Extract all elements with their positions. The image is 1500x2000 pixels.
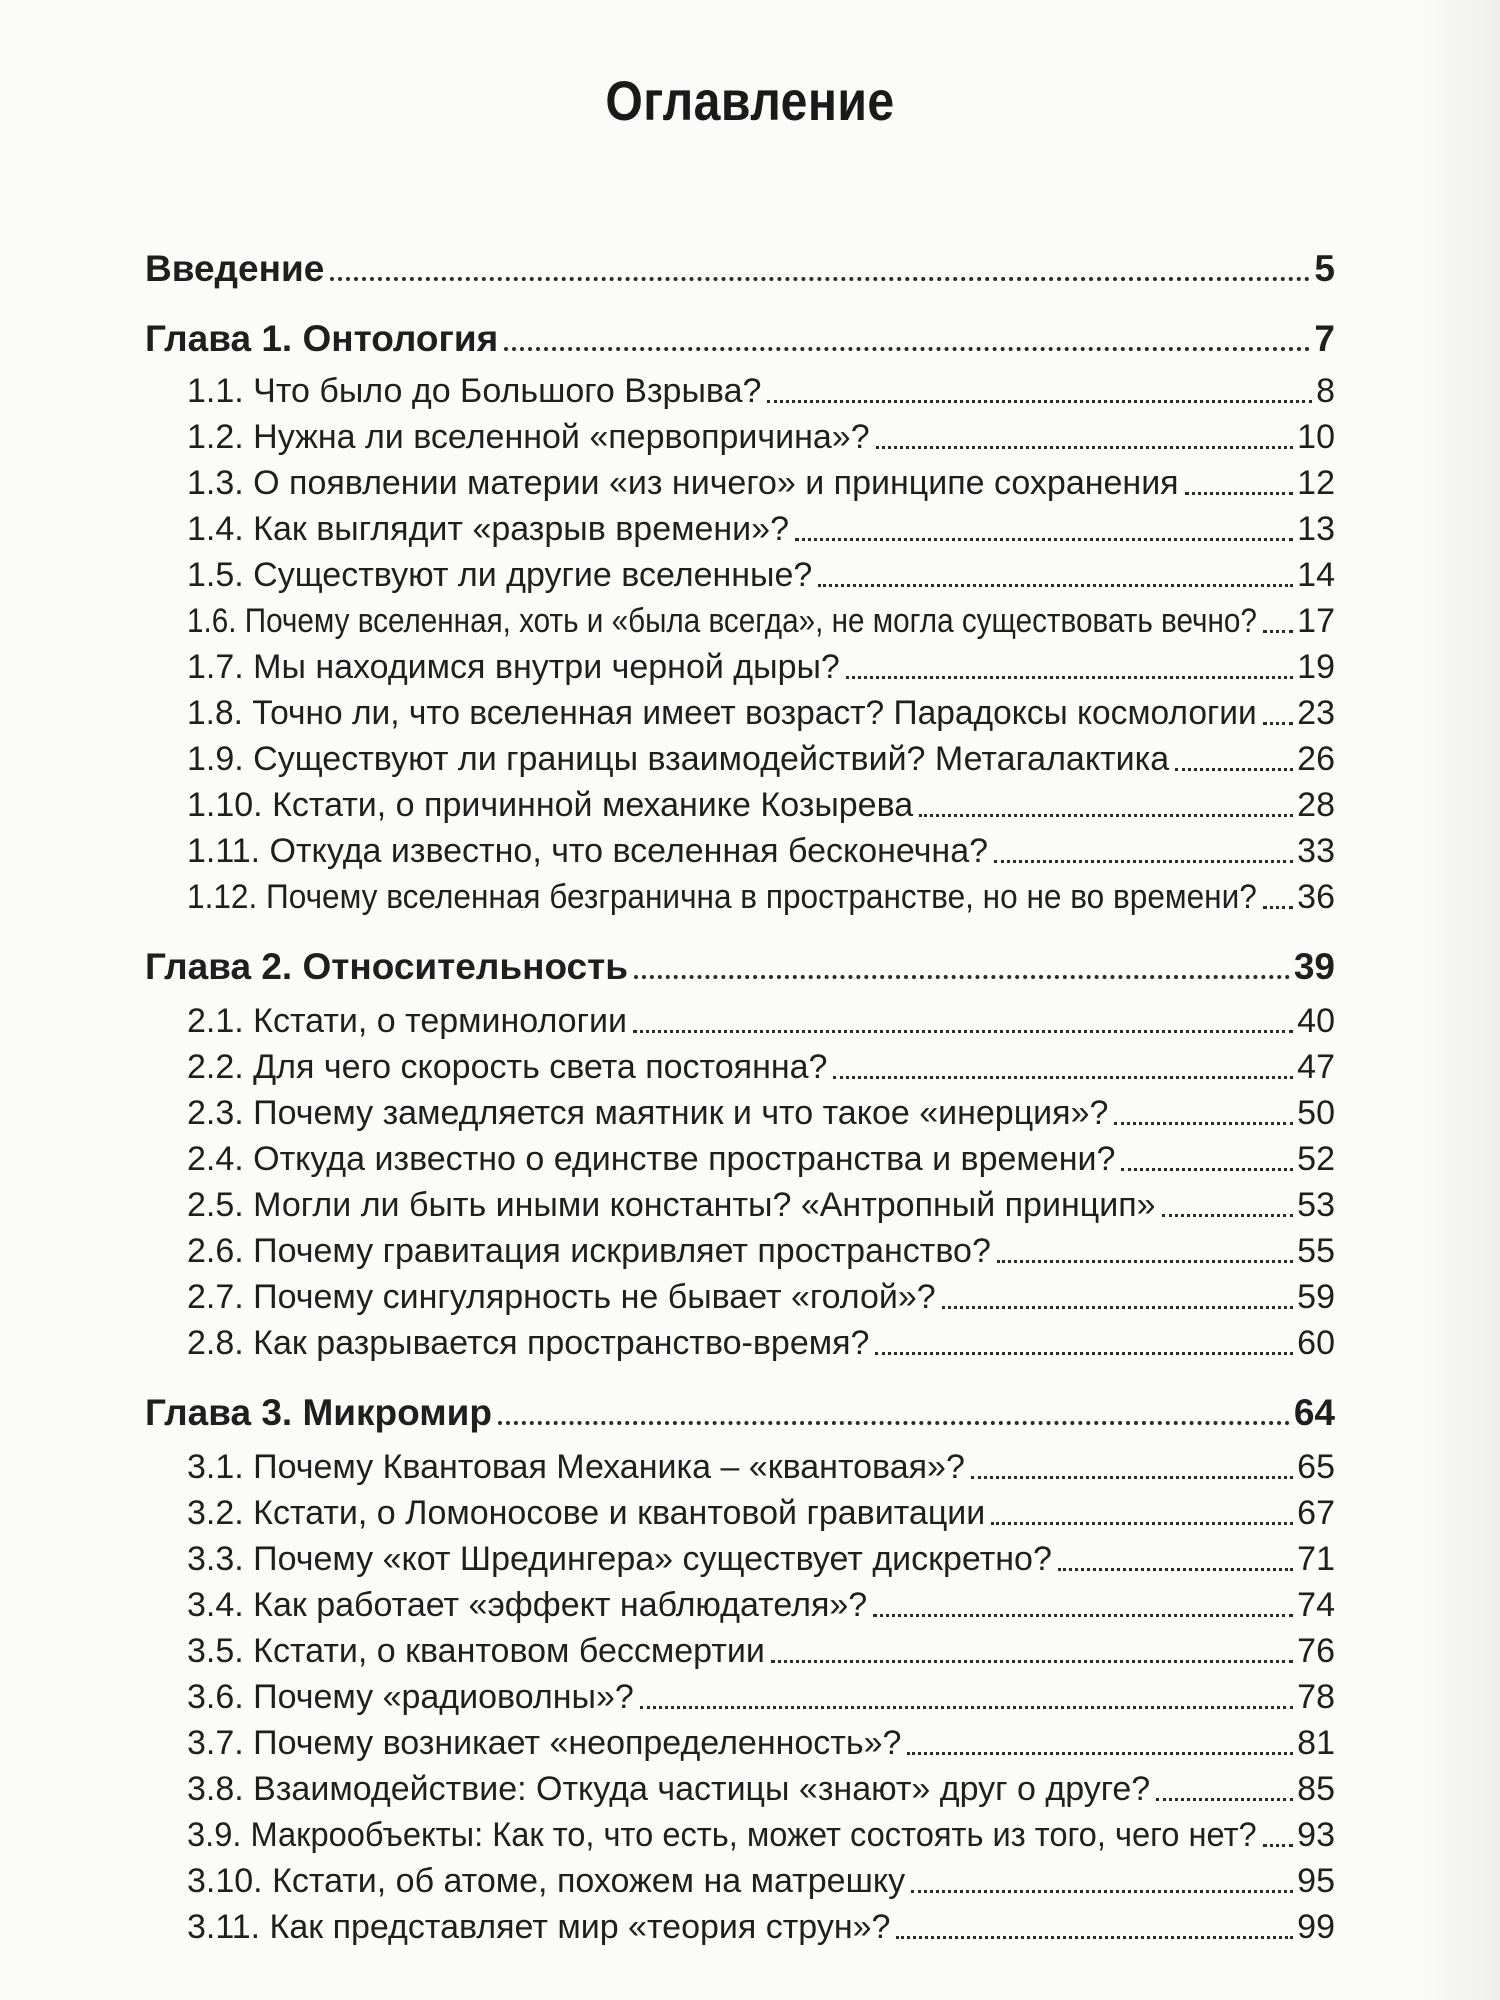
toc-entry-label: 2.3. Почему замедляется маятник и что такое «инерция»? [187, 1094, 1109, 1132]
toc-dot-leader [1185, 492, 1294, 495]
toc-dot-leader [875, 1352, 1293, 1355]
toc-entry-label: 2.8. Как разрывается пространство-время? [187, 1324, 870, 1362]
toc-page-number: 53 [1297, 1186, 1335, 1224]
toc-page-number: 71 [1297, 1540, 1335, 1578]
toc-page-number: 10 [1297, 418, 1335, 456]
toc-dot-leader [1175, 768, 1293, 771]
toc-entry-label: Глава 3. Микромир [145, 1392, 492, 1433]
toc-chapter-row[interactable] [145, 248, 1335, 290]
toc-section-row[interactable] [187, 1860, 1335, 1902]
toc-dot-leader [1162, 1214, 1294, 1217]
toc-page-number: 7 [1314, 318, 1335, 359]
toc-section-row[interactable] [187, 1230, 1335, 1272]
toc-section-row[interactable] [187, 600, 1335, 642]
toc-page-number: 50 [1297, 1094, 1335, 1132]
toc-page-number: 81 [1297, 1724, 1335, 1762]
toc-section-row[interactable] [187, 1630, 1335, 1672]
toc-dot-leader [1263, 906, 1293, 909]
toc-entry-label: Глава 2. Относительность [145, 946, 629, 987]
toc-page-number: 28 [1297, 786, 1335, 824]
toc-entry-label: 2.2. Для чего скорость света постоянна? [187, 1048, 828, 1086]
toc-page-number: 76 [1297, 1632, 1335, 1670]
toc-entry-label: 3.6. Почему «радиоволны»? [187, 1678, 634, 1716]
toc-section-row[interactable] [187, 416, 1335, 458]
toc-dot-leader [1263, 1844, 1294, 1847]
toc-page-number: 59 [1297, 1278, 1335, 1316]
toc-page-number: 26 [1297, 740, 1335, 778]
toc-dot-leader [1114, 1122, 1293, 1125]
toc-entry-label: 1.2. Нужна ли вселенной «первопричина»? [187, 418, 870, 456]
toc-section-row[interactable] [187, 1046, 1335, 1088]
toc-dot-leader [997, 1260, 1293, 1263]
toc-dot-leader [873, 1614, 1293, 1617]
toc-section-row[interactable] [187, 1276, 1335, 1318]
toc-entry-label: 3.11. Как представляет мир «теория струн»? [187, 1908, 891, 1946]
toc-page-number: 5 [1314, 248, 1335, 289]
toc-page-number: 19 [1297, 648, 1335, 686]
toc-page-number: 85 [1297, 1770, 1335, 1808]
toc-entry-label: 3.3. Почему «кот Шредингера» существует дискретно? [187, 1540, 1052, 1578]
toc-entry-label: 3.9. Макрообъекты: Как то, что есть, может состоять из того, чего нет? [187, 1816, 1257, 1854]
toc-dot-leader [1058, 1568, 1293, 1571]
toc-entry-label: 2.7. Почему сингулярность не бывает «голой»? [187, 1278, 936, 1316]
toc-page-number: 23 [1297, 694, 1335, 732]
toc-dot-leader [876, 446, 1294, 449]
toc-entry-label: 1.1. Что было до Большого Взрыва? [187, 372, 762, 410]
toc-section-row[interactable] [187, 1814, 1335, 1856]
toc-entry-label: 1.8. Точно ли, что вселенная имеет возраст? Парадоксы космологии [187, 694, 1257, 732]
toc-dot-leader [504, 347, 1310, 351]
toc-entry-label: 1.10. Кстати, о причинной механике Козырева [187, 786, 914, 824]
toc-page-number: 78 [1297, 1678, 1335, 1716]
toc-chapter-row[interactable] [145, 318, 1335, 360]
toc-entry-label: 3.1. Почему Квантовая Механика – «квантовая»? [187, 1448, 965, 1486]
toc-dot-leader [846, 676, 1293, 679]
table-of-contents [145, 0, 1335, 2000]
toc-section-row[interactable] [187, 1676, 1335, 1718]
toc-dot-leader [991, 1522, 1293, 1525]
toc-entry-label: 3.5. Кстати, о квантовом бессмертии [187, 1632, 765, 1670]
toc-entry-label: Глава 1. Онтология [145, 318, 499, 359]
toc-entry-label: 1.7. Мы находимся внутри черной дыры? [187, 648, 840, 686]
toc-dot-leader [1121, 1168, 1293, 1171]
toc-dot-leader [971, 1476, 1293, 1479]
toc-page-number: 13 [1297, 510, 1335, 548]
toc-entry-label: 3.8. Взаимодействие: Откуда частицы «знают» друг о друге? [187, 1770, 1151, 1808]
toc-entry-label: 1.11. Откуда известно, что вселенная бесконечна? [187, 832, 989, 870]
toc-page-number: 55 [1297, 1232, 1335, 1270]
toc-section-row[interactable] [187, 1584, 1335, 1626]
toc-page-number: 65 [1297, 1448, 1335, 1486]
toc-section-row[interactable] [187, 876, 1335, 918]
toc-page-number: 93 [1297, 1816, 1335, 1854]
toc-section-row[interactable] [187, 738, 1335, 780]
toc-page-number: 12 [1297, 464, 1335, 502]
toc-dot-leader [498, 1421, 1290, 1425]
toc-chapter-row[interactable] [145, 946, 1335, 988]
toc-section-row[interactable] [187, 646, 1335, 688]
toc-dot-leader [640, 1706, 1293, 1709]
toc-section-row[interactable] [187, 554, 1335, 596]
page-title: Оглавление [605, 69, 895, 132]
toc-entry-label: 2.5. Могли ли быть иными константы? «Антропный принцип» [187, 1186, 1156, 1224]
toc-dot-leader [767, 400, 1312, 403]
toc-dot-leader [633, 1030, 1293, 1033]
toc-entry-label: 3.2. Кстати, о Ломоносове и квантовой гравитации [187, 1494, 986, 1532]
toc-section-row[interactable] [187, 784, 1335, 826]
toc-page-number: 39 [1293, 946, 1335, 987]
toc-entry-label: 1.12. Почему вселенная безгранична в пространстве, но не во времени? [187, 878, 1257, 916]
toc-page-number: 67 [1297, 1494, 1335, 1532]
toc-entry-label: 2.4. Откуда известно о единстве пространства и времени? [187, 1140, 1116, 1178]
toc-entry-label: 1.3. О появлении материи «из ничего» и принципе сохранения [187, 464, 1179, 502]
toc-dot-leader [818, 584, 1293, 587]
page-edge-shadow [1410, 0, 1500, 2000]
toc-dot-leader [994, 860, 1293, 863]
toc-page-number: 60 [1297, 1324, 1335, 1362]
toc-dot-leader [634, 975, 1290, 979]
toc-dot-leader [1156, 1798, 1293, 1801]
toc-entry-label: 3.4. Как работает «эффект наблюдателя»? [187, 1586, 868, 1624]
toc-dot-leader [330, 277, 1310, 281]
toc-section-row[interactable] [187, 1722, 1335, 1764]
toc-entry-label: 1.9. Существуют ли границы взаимодействий? Метагалактика [187, 740, 1170, 778]
toc-dot-leader [1263, 722, 1293, 725]
toc-section-row[interactable] [187, 462, 1335, 504]
toc-dot-leader [942, 1306, 1293, 1309]
toc-section-row[interactable] [187, 1492, 1335, 1534]
toc-page-number: 99 [1297, 1908, 1335, 1946]
toc-section-row[interactable] [187, 1092, 1335, 1134]
toc-section-row[interactable] [187, 1768, 1335, 1810]
toc-page-number: 33 [1297, 832, 1335, 870]
toc-dot-leader [896, 1936, 1293, 1939]
toc-entry-label: 2.6. Почему гравитация искривляет пространство? [187, 1232, 991, 1270]
toc-section-row[interactable] [187, 1138, 1335, 1180]
toc-section-row[interactable] [187, 1446, 1335, 1488]
toc-page-number: 52 [1297, 1140, 1335, 1178]
toc-entry-label: Введение [145, 248, 325, 289]
toc-entry-label: 3.10. Кстати, об атоме, похожем на матрешку [187, 1862, 906, 1900]
toc-page-number: 95 [1297, 1862, 1335, 1900]
toc-page-number: 47 [1297, 1048, 1335, 1086]
toc-section-row[interactable] [187, 1184, 1335, 1226]
toc-dot-leader [833, 1076, 1293, 1079]
toc-chapter-row[interactable] [145, 1392, 1335, 1434]
toc-section-row[interactable] [187, 692, 1335, 734]
toc-page-number: 14 [1297, 556, 1335, 594]
toc-page-number: 40 [1297, 1002, 1335, 1040]
toc-dot-leader [1263, 630, 1293, 633]
toc-section-row[interactable] [187, 830, 1335, 872]
toc-page-number: 74 [1297, 1586, 1335, 1624]
toc-section-row[interactable] [187, 508, 1335, 550]
toc-dot-leader [911, 1890, 1293, 1893]
toc-section-row[interactable] [187, 1538, 1335, 1580]
toc-page-number: 17 [1297, 602, 1335, 640]
toc-dot-leader [795, 538, 1293, 541]
toc-page-number: 64 [1293, 1392, 1335, 1433]
toc-entry-label: 3.7. Почему возникает «неопределенность»? [187, 1724, 902, 1762]
toc-page-number: 8 [1316, 372, 1335, 410]
toc-dot-leader [919, 814, 1293, 817]
toc-dot-leader [771, 1660, 1293, 1663]
toc-entry-label: 2.1. Кстати, о терминологии [187, 1002, 627, 1040]
toc-section-row[interactable] [187, 1906, 1335, 1948]
toc-dot-leader [907, 1752, 1293, 1755]
toc-page-number: 36 [1297, 878, 1335, 916]
toc-entry-label: 1.5. Существуют ли другие вселенные? [187, 556, 813, 594]
toc-section-row[interactable] [187, 1000, 1335, 1042]
toc-entry-label: 1.4. Как выглядит «разрыв времени»? [187, 510, 789, 548]
toc-section-row[interactable] [187, 1322, 1335, 1364]
toc-section-row[interactable] [187, 370, 1335, 412]
toc-entry-label: 1.6. Почему вселенная, хоть и «была всегда», не могла существовать вечно? [187, 602, 1257, 640]
